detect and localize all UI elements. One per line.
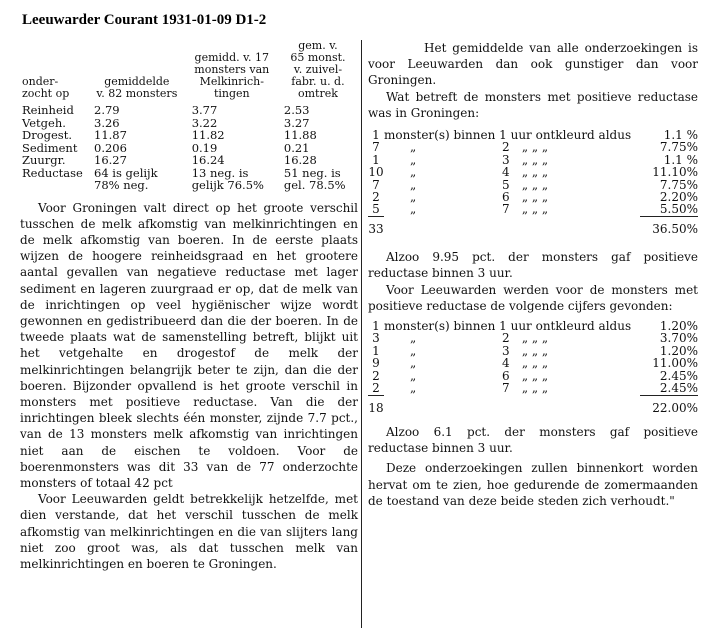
count: 10 (368, 165, 384, 180)
count: 2 (372, 368, 380, 383)
row-label: Zuurgr. (22, 153, 66, 167)
count: 1 (372, 343, 380, 358)
value-65: 51 neg. is gel. 78.5% (283, 165, 346, 192)
paragraph-leeuwarden: Voor Leeuwarden geldt betrekkelijk hetzelfde, met dien verstande, dat het verschil tusschen de melk afkomstig van melkinrichtingen en die van slijters lang niet zoo groot was, als dat tusschen melk van melkinrichtingen en boeren te Groningen. (20, 492, 358, 571)
value-17: 0.19 (191, 140, 218, 155)
label: „ 7 „ „ „ (410, 381, 549, 396)
value-17: 13 neg. is gelijk 76.5% (191, 165, 264, 192)
label: „ 6 „ „ „ (410, 368, 549, 383)
count: 9 (372, 356, 380, 371)
leeuwarden-distribution-table (368, 320, 698, 414)
label: „ 6 „ „ „ (410, 190, 549, 205)
percentage: 11.10% (652, 165, 698, 180)
column-divider (361, 40, 362, 628)
page-title: Leeuwarder Courant 1931-01-09 D1-2 (22, 12, 267, 28)
percentage: 2.45% (659, 368, 698, 383)
row-label: Reductase (22, 165, 83, 180)
value-82: 11.87 (94, 128, 127, 142)
total-row (368, 223, 698, 235)
paragraph-reductase-groningen: Wat betreft de monsters met positieve reductase was in Groningen: (368, 89, 698, 120)
value-82: 64 is gelijk 78% neg. (94, 165, 158, 192)
paragraph-conclusion: Deze onderzoekingen zullen binnenkort worden hervat om te zien, hoe gedurende de zomermaanden de toestand van deze beide steden zich verhoudt." (368, 461, 698, 508)
paragraph-groningen: Voor Groningen valt direct op het groote verschil tusschen de melk afkomstig van melkinrichtingen en de melk afkomstig van boeren. In de eerste plaats wijzen de hoogere reinheidsgraad en het grootere aantal gevallen van negatieve reductase met lager sediment en lageren zuurgraad er op, dat de melk van de inrichtingen op veel hygiënischer wijze wordt gewonnen en gedistribueerd dan die der boeren. In de tweede plaats wat de samenstelling betreft, blijkt uit het vetgehalte en drogestof de melk der melkinrichtingen belangrijk beter te zijn, dan die der boeren. Bijzonder opvallend is het groote verschil in monsters met positieve reductase. Van die der inrichtingen bleek slechts één monster, zijnde 7.7 pct., van de 13 monsters melk afkomstig van inrichtingen niet aan de eischen te voldoen. Voor de boerenmonsters was dit 33 van de 77 onderzochte monsters of totaal 42 pct (20, 200, 358, 490)
total-count: 33 (368, 221, 384, 236)
percentage: 7.75% (659, 177, 698, 192)
label: „ 7 „ „ „ (410, 202, 549, 217)
label: „ 5 „ „ „ (410, 177, 549, 192)
label: monster(s) binnen 1 uur ontkleurd aldus (384, 319, 632, 334)
count: 1 (372, 152, 380, 167)
count: 1 (372, 128, 380, 143)
total-count: 18 (368, 400, 384, 415)
list-item (368, 203, 698, 216)
count: 2 (372, 190, 380, 205)
stats-header-row (20, 40, 358, 104)
row-label: Reinheid (22, 103, 74, 117)
table-row (20, 167, 358, 192)
header-gemiddelde-82: gemiddelde v. 82 monsters (96, 75, 178, 100)
list-item (368, 382, 698, 395)
percentage: 1.20% (659, 319, 698, 334)
table-row (20, 104, 358, 117)
value-65: 11.88 (283, 128, 317, 142)
header-onderzocht: onder- zocht op (22, 75, 70, 100)
count: 7 (372, 140, 380, 155)
percentage: 3.70% (659, 331, 698, 346)
value-82: 0.206 (94, 140, 127, 155)
paragraph-leeuwarden-reductase: Voor Leeuwarden werden voor de monsters met positieve reductase de volgende cijfers gevonden: (368, 282, 698, 313)
count: 2 (372, 381, 380, 396)
percentage: 7.75% (659, 140, 698, 155)
table-row (20, 129, 358, 142)
paragraph-alzoo-leeuwarden: Alzoo 6.1 pct. der monsters gaf positieve reductase binnen 3 uur. (368, 424, 698, 456)
total-row (368, 402, 698, 414)
percentage: 11.00% (652, 356, 698, 371)
value-65: 0.21 (283, 140, 310, 155)
groningen-distribution-table (368, 129, 698, 235)
value-17: 3.77 (191, 103, 218, 117)
label: „ 2 „ „ „ (410, 331, 549, 346)
total-percentage: 36.50% (652, 221, 698, 236)
value-65: 16.28 (283, 153, 317, 167)
percentage: 5.50% (659, 202, 698, 217)
percentage: 2.20% (659, 190, 698, 205)
total-percentage: 22.00% (652, 400, 698, 415)
label: monster(s) binnen 1 uur ontkleurd aldus (384, 128, 632, 143)
paragraph-gemiddelde: Het gemiddelde van alle onderzoekingen is voor Leeuwarden dan ook gunstiger dan voor Groningen. (368, 41, 698, 88)
value-82: 3.26 (94, 115, 120, 130)
count: 3 (372, 331, 380, 346)
stats-table (20, 40, 358, 192)
header-gem-65: gem. v. 65 monst. v. zuivel- fabr. u. d. omtrek (290, 39, 346, 100)
left-column (20, 40, 358, 572)
percentage: 1.1 % (663, 128, 698, 143)
value-65: 3.27 (283, 115, 310, 130)
value-17: 11.82 (191, 128, 225, 142)
percentage: 1.20% (659, 343, 698, 358)
value-82: 2.79 (94, 103, 120, 117)
count: 7 (372, 177, 380, 192)
label: „ 3 „ „ „ (410, 152, 549, 167)
row-label: Vetgeh. (22, 115, 66, 130)
label: „ 3 „ „ „ (410, 343, 549, 358)
count: 5 (372, 202, 380, 217)
label: „ 2 „ „ „ (410, 140, 549, 155)
row-label: Drogest. (22, 128, 72, 142)
value-17: 3.22 (191, 115, 218, 130)
value-65: 2.53 (283, 103, 310, 117)
table-row (20, 154, 358, 167)
row-label: Sediment (22, 140, 78, 155)
value-82: 16.27 (94, 153, 127, 167)
count: 1 (372, 319, 380, 334)
percentage: 1.1 % (663, 152, 698, 167)
label: „ 4 „ „ „ (410, 356, 549, 371)
percentage: 2.45% (659, 381, 698, 396)
paragraph-alzoo-groningen: Alzoo 9.95 pct. der monsters gaf positieve reductase binnen 3 uur. (368, 250, 698, 281)
header-gemidd-17: gemidd. v. 17 monsters van Melkinrich- tingen (194, 51, 270, 100)
label: „ 4 „ „ „ (410, 165, 549, 180)
right-column (368, 40, 698, 509)
value-17: 16.24 (191, 153, 225, 167)
